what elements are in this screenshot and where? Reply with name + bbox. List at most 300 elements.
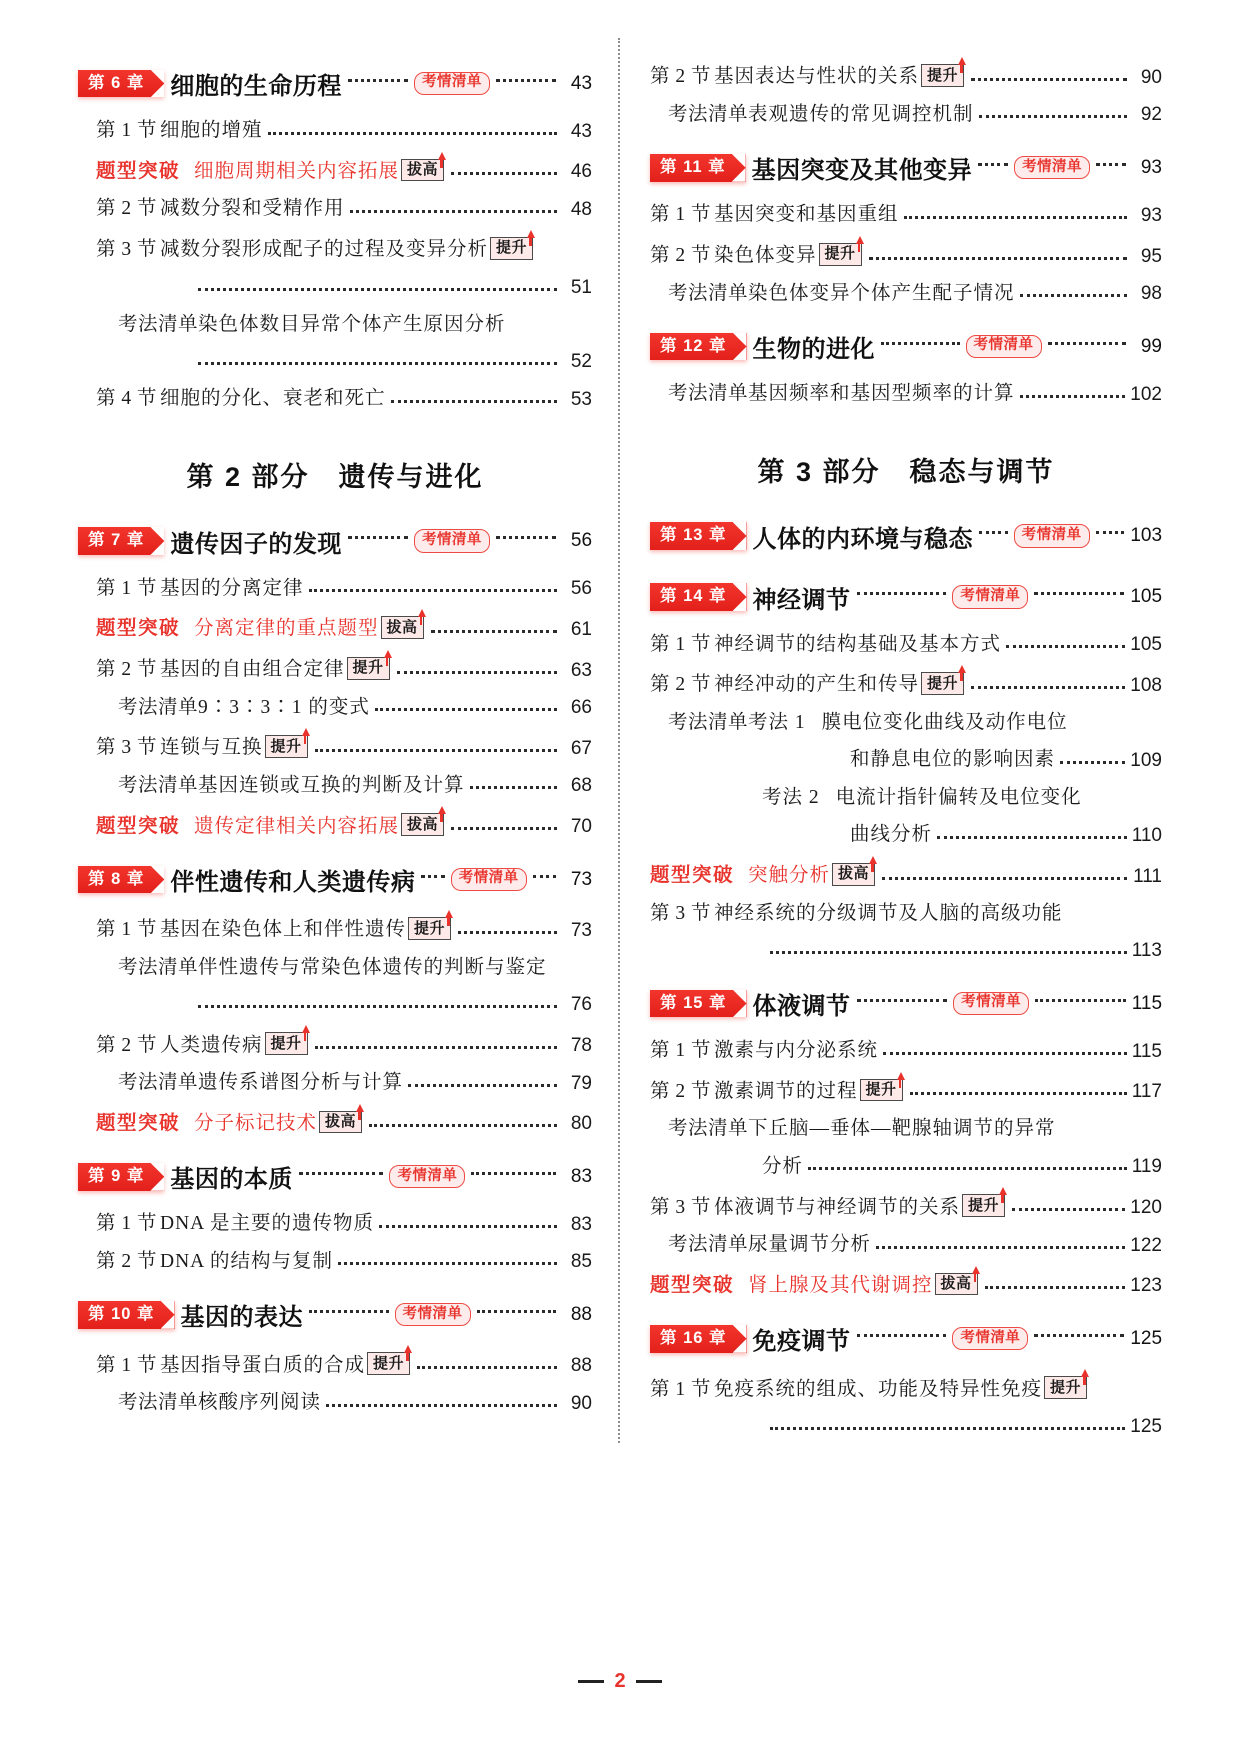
chapter-heading-6[interactable] [78,66,592,101]
tisheng-badge[interactable]: 提升 [265,735,308,758]
toc-row-tixing[interactable] [78,813,592,836]
kaoqing-badge[interactable]: 考情清单 [395,1303,471,1326]
toc-columns [78,40,1162,1650]
leader-dots [198,362,557,365]
chapter-heading-16[interactable] [650,1321,1162,1356]
leader-dots [348,79,408,82]
toc-row[interactable] [78,735,592,758]
toc-row[interactable] [650,205,1162,225]
leader-dots [391,400,557,403]
toc-row-tixing[interactable] [650,1273,1162,1296]
section-title: 基因在染色体上和伴性遗传 [160,919,407,941]
page-number: 105 [1130,586,1163,607]
section-title: 基因的分离定律 [160,577,304,599]
page-footer [0,1670,1240,1693]
toc-row[interactable] [78,199,592,219]
leader-dots [881,342,959,345]
page-number: 63 [570,659,592,681]
chapter-title: 基因突变及其他变异 [751,157,973,185]
page-number: 88 [570,1303,592,1325]
section-title: 减数分裂和受精作用 [160,198,345,220]
leader-dots [1006,645,1125,648]
tisheng-badge[interactable]: 提升 [367,1352,410,1375]
tixing-title: 遗传定律相关内容拓展 [194,815,400,837]
toc-row-continuation [650,1157,1162,1177]
chapter-tag: 第 6 章 [78,70,164,98]
leader-dots [348,536,408,539]
page-number: 111 [1133,865,1162,887]
leader-dots [883,1052,1127,1055]
page-number: 95 [1140,245,1162,267]
section-title: 体液调节与神经调节的关系 [714,1196,961,1218]
toc-row[interactable] [78,389,592,409]
kaofa-title: 电流计指针偏转及电位变化 [835,786,1082,808]
kaofa-title: 基因连锁或互换的判断及计算 [198,774,465,796]
toc-row[interactable] [650,243,1162,266]
toc-row-continuation [650,1417,1162,1436]
toc-row[interactable] [650,1041,1162,1061]
leader-dots [458,931,557,934]
chapter-heading-13[interactable] [650,519,1162,554]
kaofa-tag: 考法清单 [668,103,749,125]
bagao-badge[interactable]: 拔高 [832,863,875,886]
toc-row[interactable] [78,1252,592,1272]
page-number: 102 [1130,383,1162,405]
kaoqing-badge[interactable]: 考情清单 [414,529,490,552]
toc-row[interactable] [78,657,592,680]
kaofa-tag: 考法清单 [118,313,199,335]
page-number: 80 [570,1113,592,1135]
kaoqing-badge[interactable]: 考情清单 [952,585,1028,608]
page-number: 108 [1130,674,1162,696]
kaofa-title: 伴性遗传与常染色体遗传的判断与鉴定 [198,956,547,978]
footer-page-number: 2 [614,1670,626,1692]
chapter-tag: 第 12 章 [650,333,747,361]
leader-dots [326,1404,557,1407]
toc-row-tixing[interactable] [78,159,592,182]
page-number: 43 [570,120,592,142]
leader-dots [808,1167,1127,1170]
section-number: 第 2 节 [96,659,158,680]
section-number: 第 2 节 [650,1080,712,1102]
bagao-badge[interactable]: 拔高 [401,159,444,182]
kaofa-sub-label: 考法 1 [748,711,806,733]
section-title: 细胞的分化、衰老和死亡 [160,388,386,409]
page-number: 43 [570,72,593,94]
page-number: 67 [570,737,592,759]
toc-row[interactable] [78,237,592,260]
page-number: 46 [570,161,592,183]
leader-dots [857,999,948,1002]
bagao-badge[interactable]: 拔高 [319,1111,362,1134]
leader-dots [451,172,557,175]
toc-row[interactable] [78,1214,592,1234]
section-number: 第 2 节 [650,245,712,266]
tisheng-badge[interactable]: 提升 [819,243,862,266]
page-number: 113 [1131,940,1162,961]
page-number: 78 [570,1035,592,1056]
page-number: 76 [570,994,592,1016]
page-number: 103 [1130,525,1163,546]
toc-row-kaofa[interactable] [78,1073,592,1093]
kaofa-title: 核酸序列阅读 [198,1392,322,1413]
leader-dots [971,78,1127,81]
leader-dots [309,1310,388,1313]
kaofa-tag: 考法清单 [668,711,749,733]
toc-row[interactable] [650,1376,1162,1399]
section-number: 第 1 节 [650,1378,712,1400]
page-number: 83 [570,1213,592,1235]
leader-dots [397,671,557,674]
chapter-heading-14[interactable] [650,580,1162,615]
section-number: 第 1 节 [96,1354,158,1376]
page-number: 117 [1131,1081,1162,1103]
toc-row-kaofa[interactable] [650,1119,1162,1139]
page-number: 52 [570,351,592,372]
page-number: 48 [570,198,592,220]
leader-dots [910,1092,1127,1095]
kaofa-tag: 考法清单 [668,1118,749,1140]
leader-dots [299,1172,384,1175]
kaofa-tag: 考法清单 [668,282,749,304]
leader-dots [451,827,557,830]
kaofa-title: 尿量调节分析 [748,1234,872,1255]
toc-row-kaofa[interactable] [78,958,592,978]
tixing-tag: 题型突破 [96,618,181,640]
toc-row[interactable] [78,917,592,940]
toc-row-kaofa-sub[interactable] [650,788,1162,808]
chapter-heading-7[interactable] [78,524,592,559]
footer-rule-right [636,1680,662,1683]
section-title: DNA 的结构与复制 [160,1250,334,1272]
toc-row[interactable] [78,1352,592,1375]
part-heading-3: 第 3 部分 稳态与调节 [757,456,1055,487]
section-number: 第 2 节 [96,1250,158,1272]
leader-dots [338,1262,557,1265]
section-number: 第 1 节 [650,204,712,226]
section-number: 第 2 节 [96,1034,158,1056]
page-number: 123 [1130,1275,1162,1297]
kaofa-tag: 考法清单 [118,1392,199,1413]
kaofa-tag: 考法清单 [668,383,749,404]
section-title: 染色体变异 [714,245,817,266]
toc-row-continuation [78,278,592,297]
chapter-tag: 第 8 章 [78,866,164,894]
leader-dots [857,592,947,595]
page-number: 98 [1140,283,1162,304]
leader-dots [533,875,556,878]
kaofa-tag: 考法清单 [118,1072,199,1093]
page-number: 93 [1140,156,1162,178]
leader-dots [471,1172,556,1175]
leader-dots [1020,294,1127,297]
chapter-title: 基因的表达 [180,1304,304,1332]
page-number: 122 [1130,1234,1162,1256]
kaoqing-badge[interactable]: 考情清单 [1014,156,1090,179]
section-number: 第 1 节 [96,577,158,599]
leader-dots [496,79,556,82]
leader-dots [876,1246,1125,1249]
section-number: 第 2 节 [96,198,158,220]
leader-dots [1048,342,1126,345]
page-number: 83 [570,1165,593,1187]
tisheng-badge[interactable]: 提升 [490,237,533,260]
toc-row[interactable] [650,1194,1162,1217]
tisheng-badge[interactable]: 提升 [962,1194,1005,1217]
leader-dots [309,589,557,592]
page-number: 56 [570,578,592,599]
section-number: 第 1 节 [96,120,158,141]
toc-row-kaofa[interactable] [78,1393,592,1413]
bagao-badge[interactable]: 拔高 [381,616,424,639]
chapter-heading-12[interactable] [650,329,1162,364]
tisheng-badge[interactable]: 提升 [860,1079,903,1102]
leader-dots [978,163,1008,166]
section-number: 第 1 节 [96,1213,158,1235]
leader-dots [369,1124,557,1127]
section-title: 基因的自由组合定律 [160,659,345,680]
leader-dots [477,1310,556,1313]
section-number: 第 3 节 [96,737,158,759]
page-number: 73 [570,868,593,890]
toc-row-kaofa[interactable] [78,698,592,718]
leader-dots [1020,395,1126,398]
leader-dots [882,877,1127,880]
tisheng-badge[interactable]: 提升 [265,1032,308,1055]
bagao-badge[interactable]: 拔高 [935,1273,978,1296]
page-number: 105 [1130,634,1162,655]
toc-row-tixing[interactable] [78,616,592,639]
leader-dots [1035,999,1126,1002]
leader-dots [937,836,1127,839]
leader-dots [421,875,444,878]
toc-row-kaofa[interactable] [650,105,1162,125]
leader-dots [315,749,557,752]
kaofa-tag: 考法清单 [668,1234,749,1255]
chapter-tag: 第 11 章 [650,154,746,182]
leader-dots [770,951,1127,954]
kaoqing-badge[interactable]: 考情清单 [451,868,527,891]
kaofa-tag: 考法清单 [118,774,199,796]
leader-dots [315,1046,557,1049]
toc-row-continuation [78,352,592,371]
leader-dots [1060,761,1125,764]
tisheng-badge[interactable]: 提升 [1044,1376,1087,1399]
tisheng-badge[interactable]: 提升 [347,657,390,680]
page-number: 53 [570,388,592,410]
toc-row[interactable] [78,1032,592,1055]
toc-row[interactable] [650,635,1162,655]
leader-dots [869,257,1127,260]
section-number: 第 2 节 [650,674,712,696]
section-title: 神经调节的结构基础及基本方式 [714,633,1002,655]
kaofa-tag: 考法清单 [118,956,199,978]
chapter-tag: 第 13 章 [650,522,747,550]
toc-row-kaofa[interactable] [78,315,592,335]
page-number: 99 [1140,335,1162,357]
page-number: 90 [570,1392,592,1414]
toc-row[interactable] [650,1079,1162,1102]
chapter-tag: 第 16 章 [650,1325,747,1353]
toc-row[interactable] [78,579,592,599]
page-number: 70 [570,816,592,837]
kaofa-title: 9∶3∶3∶1 的变式 [198,696,370,718]
tixing-tag: 题型突破 [650,865,735,886]
kaofa-title: 染色体变异个体产生配子情况 [748,282,1015,304]
page-number: 119 [1131,1156,1162,1178]
kaofa-sub-label: 考法 2 [762,786,820,808]
section-title: DNA 是主要的遗传物质 [160,1213,375,1235]
toc-row-continuation [650,941,1162,960]
tixing-tag: 题型突破 [96,815,181,837]
section-title: 减数分裂形成配子的过程及变异分析 [160,239,489,260]
continuation-text: 分析 [762,1155,804,1177]
leader-dots [1034,592,1124,595]
section-label [96,121,263,141]
section-title: 基因指导蛋白质的合成 [160,1354,366,1376]
tixing-title: 细胞周期相关内容拓展 [194,160,400,182]
chapter-title: 遗传因子的发现 [170,530,342,558]
kaoqing-badge[interactable]: 考情清单 [966,335,1042,358]
tixing-title: 突触分析 [748,865,831,886]
page-number: 56 [570,530,593,551]
page-number: 120 [1130,1197,1162,1218]
section-number: 第 3 节 [96,239,158,260]
leader-dots [379,1225,557,1228]
kaofa-title: 下丘脑—垂体—靶腺轴调节的异常 [748,1118,1056,1140]
tixing-title: 分离定律的重点题型 [194,618,379,640]
chapter-tag: 第 10 章 [78,1301,175,1329]
chapter-tag: 第 7 章 [78,527,164,555]
page-number: 115 [1131,992,1163,1014]
leader-dots [857,1334,947,1337]
leader-dots [1034,1334,1124,1337]
page-number: 92 [1140,104,1162,126]
kaoqing-badge[interactable]: 考情清单 [1014,524,1090,547]
toc-row-tixing[interactable] [78,1111,592,1134]
tixing-tag: 题型突破 [96,160,181,182]
chapter-heading-15[interactable] [650,986,1162,1021]
chapter-title: 免疫调节 [752,1328,851,1356]
toc-row-kaofa[interactable] [650,1235,1162,1255]
toc-row-tixing[interactable] [650,863,1162,886]
leader-dots [431,630,557,633]
section-number: 第 1 节 [650,633,712,655]
bagao-badge[interactable]: 拔高 [401,813,444,836]
toc-row-kaofa[interactable] [650,284,1162,304]
chapter-title: 人体的内环境与稳态 [752,525,974,553]
leader-dots [417,1366,557,1369]
page-number: 110 [1131,824,1162,846]
toc-row[interactable] [650,904,1162,924]
leader-dots [1096,531,1125,534]
page-number: 85 [570,1251,592,1273]
leader-dots [408,1084,557,1087]
chapter-heading-11[interactable] [650,150,1162,185]
page-number: 109 [1130,749,1162,771]
chapter-title: 伴性遗传和人类遗传病 [170,869,416,896]
section-number: 第 4 节 [96,388,158,409]
chapter-title: 体液调节 [752,993,851,1020]
kaoqing-badge[interactable]: 考情清单 [414,72,490,95]
tixing-title: 分子标记技术 [194,1112,318,1134]
kaofa-title: 表观遗传的常见调控机制 [748,103,974,125]
tisheng-badge[interactable]: 提升 [921,672,964,695]
leader-dots [770,1427,1125,1430]
kaoqing-badge[interactable]: 考情清单 [389,1165,465,1188]
section-number: 第 1 节 [96,919,158,941]
page-number: 115 [1131,1040,1162,1062]
page-number: 68 [570,775,592,797]
section-number: 第 3 节 [650,1196,712,1218]
section-title: 激素调节的过程 [714,1080,858,1102]
section-title: 基因突变和基因重组 [714,204,899,226]
chapter-title: 细胞的生命历程 [170,73,342,100]
page-number: 93 [1140,204,1162,226]
footer-rule-left [578,1680,604,1683]
left-column [78,40,620,1650]
toc-row-kaofa[interactable] [650,384,1162,404]
leader-dots [1096,163,1126,166]
leader-dots [375,708,557,711]
toc-row[interactable] [650,64,1162,87]
chapter-title: 生物的进化 [752,336,876,363]
kaoqing-badge[interactable]: 考情清单 [953,992,1029,1015]
section-title: 连锁与互换 [160,737,263,759]
leader-dots [198,1005,557,1008]
chapter-title: 神经调节 [752,586,851,614]
kaofa-tag: 考法清单 [118,696,199,718]
page-number: 125 [1130,1327,1163,1349]
toc-row-kaofa[interactable] [650,713,1162,733]
chapter-tag: 第 9 章 [78,1163,164,1191]
section-number: 第 3 节 [650,902,712,924]
toc-row[interactable] [650,672,1162,695]
chapter-title: 基因的本质 [170,1166,293,1194]
page-number: 125 [1130,1416,1162,1437]
tixing-title: 肾上腺及其代谢调控 [748,1274,933,1296]
toc-row-kaofa[interactable] [78,776,592,796]
toc-row[interactable] [78,121,592,141]
page-number: 88 [570,1355,592,1376]
continuation-text: 曲线分析 [850,824,933,846]
leader-dots [350,210,557,213]
page-number: 51 [570,276,592,298]
section-title: 人类遗传病 [160,1034,263,1056]
part-heading-2: 第 2 部分 遗传与进化 [186,461,484,492]
leader-dots [470,786,557,789]
chapter-heading-10[interactable] [78,1297,592,1332]
kaofa-title: 染色体数目异常个体产生原因分析 [198,313,506,335]
section-title: 细胞的增殖 [160,120,263,141]
section-title: 激素与内分泌系统 [714,1040,879,1061]
chapter-tag: 第 14 章 [650,583,747,611]
section-title: 基因表达与性状的关系 [714,66,920,88]
tisheng-badge[interactable]: 提升 [408,917,451,940]
chapter-heading-9[interactable] [78,1159,592,1194]
toc-row-continuation [650,750,1162,770]
chapter-heading-8[interactable] [78,862,592,897]
kaoqing-badge[interactable]: 考情清单 [952,1327,1028,1350]
page-number: 66 [570,697,592,718]
leader-dots [904,216,1127,219]
kaofa-title: 基因频率和基因型频率的计算 [748,383,1015,404]
continuation-text: 和静息电位的影响因素 [850,749,1056,771]
tisheng-badge[interactable]: 提升 [921,64,964,87]
tixing-tag: 题型突破 [650,1274,735,1296]
leader-dots [268,132,557,135]
page-number: 79 [570,1072,592,1094]
